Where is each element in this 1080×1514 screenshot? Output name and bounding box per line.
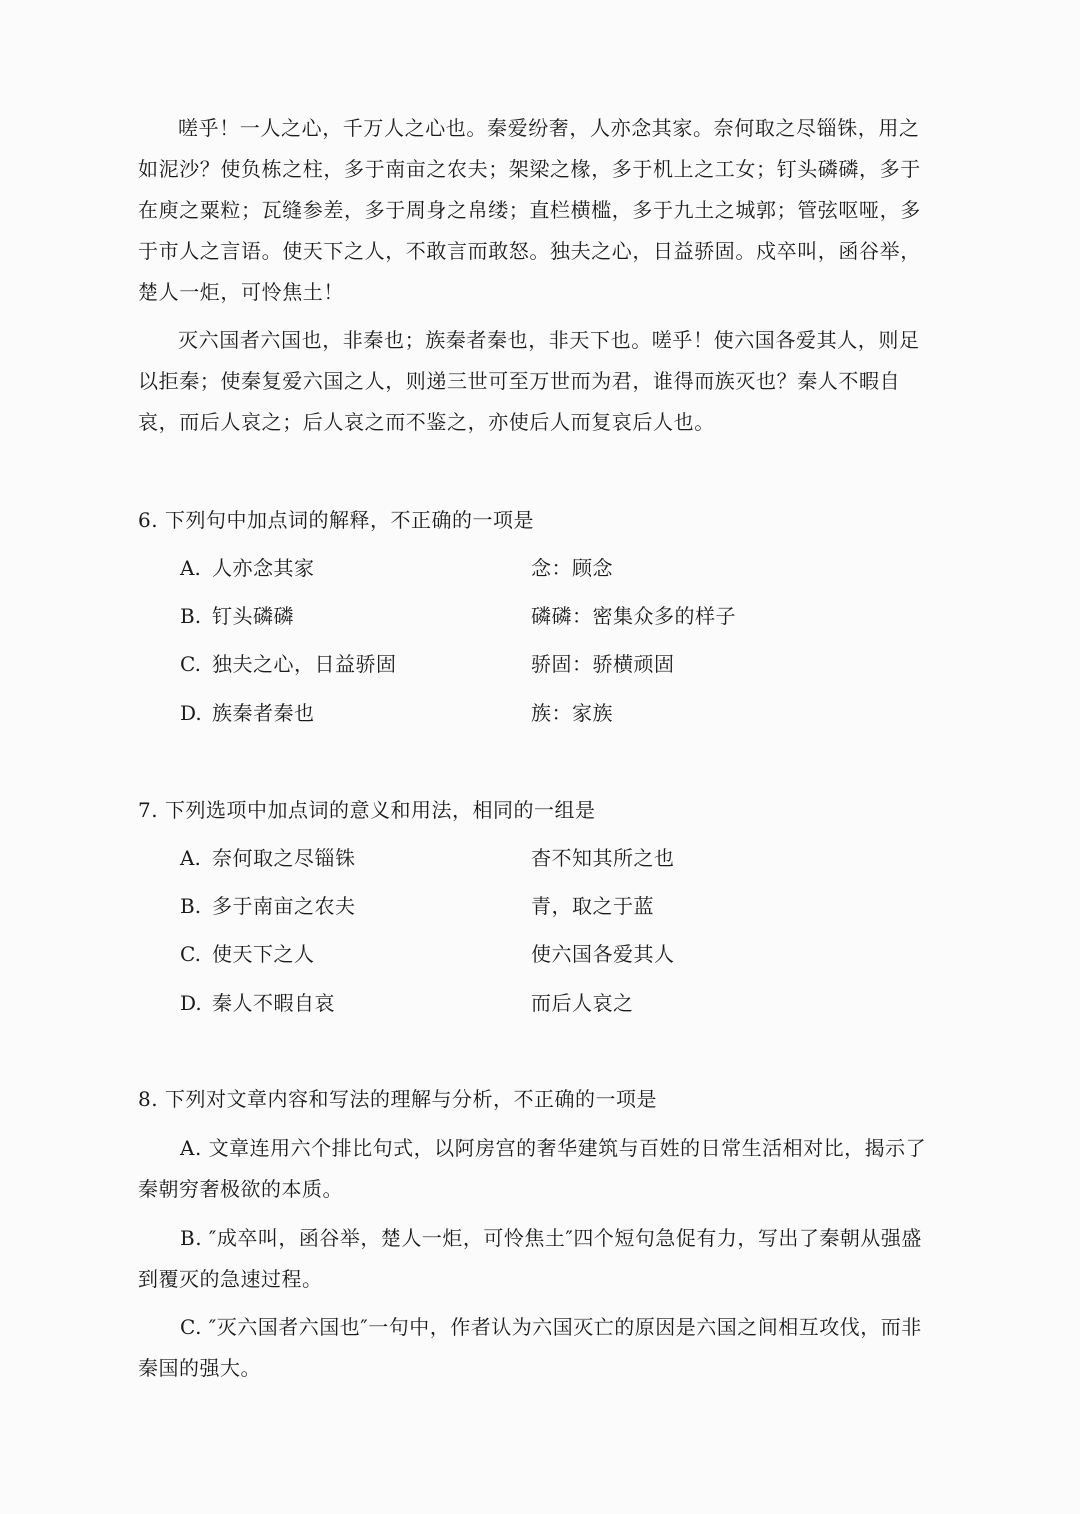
option-text: 秦人不暇自哀 [212,991,335,1015]
question-7 [138,795,938,1015]
question-7-option-a[interactable] [180,843,675,873]
option-comparison: 使六国各爱其人 [531,942,675,966]
question-6-option-b[interactable] [180,601,736,631]
option-explanation: 骄固：骄横顽固 [531,652,675,676]
option-text: 独夫之心，日益骄固 [212,652,397,676]
option-comparison: 青，取之于蓝 [531,894,654,918]
option-text: 多于南亩之农夫 [212,894,356,918]
option-text: 奈何取之尽锱铢 [212,846,356,870]
question-8-option-c[interactable]: C. ″灭六国者六国也″一句中，作者认为六国灭亡的原因是六国之间相互攻伐，而非秦国的强大。 [138,1315,922,1380]
option-text: 族秦者秦也 [212,701,315,725]
question-7-option-c[interactable] [180,939,675,969]
question-8 [138,1084,938,1114]
question-6 [138,505,938,725]
question-6-option-d[interactable] [180,698,613,728]
question-6-option-c[interactable] [180,649,675,679]
option-text: 使天下之人 [212,942,315,966]
passage-paragraph-1: 嗟乎！一人之心，千万人之心也。秦爱纷奢，人亦念其家。奈何取之尽锱铢，用之如泥沙？使负栋之柱，多于南亩之农夫；架梁之椽，多于机上之工女；钉头磷磷，多于在庾之粟粒；瓦缝参差，多于周身之帛缕；直栏横槛，多于九土之城郭；管弦呕哑，多于市人之言语。使天下之人，不敢言而敢怒。独夫之心，日益骄固。戍卒叫，函谷举，楚人一炬，可怜焦土！ [138,116,921,304]
option-explanation: 磷磷：密集众多的样子 [531,604,736,628]
question-6-stem: 6. 下列句中加点词的解释，不正确的一项是 [138,508,534,532]
question-7-option-b[interactable] [180,891,654,921]
option-comparison: 杳不知其所之也 [531,846,675,870]
option-explanation: 族：家族 [531,701,613,725]
option-letter: C. [180,652,201,676]
question-8-stem: 8. 下列对文章内容和写法的理解与分析，不正确的一项是 [138,1087,657,1111]
question-7-stem: 7. 下列选项中加点词的意义和用法，相同的一组是 [138,798,596,822]
option-letter: A. [180,556,201,580]
question-8-option-b[interactable]: B. ″成卒叫，函谷举，楚人一炬，可怜焦土″四个短句急促有力，写出了秦朝从强盛到覆灭的急速过程。 [138,1226,922,1291]
option-comparison: 而后人哀之 [531,991,634,1015]
option-explanation: 念：顾念 [531,556,613,580]
option-letter: B. [180,604,202,628]
question-6-option-a[interactable] [180,553,613,583]
option-text: 人亦念其家 [212,556,315,580]
option-text: 钉头磷磷 [212,604,294,628]
option-letter: D. [180,701,202,725]
option-letter: C. [180,942,201,966]
option-letter: B. [180,894,202,918]
option-letter: D. [180,991,202,1015]
option-letter: A. [180,846,201,870]
question-8-option-a[interactable]: A. 文章连用六个排比句式，以阿房宫的奢华建筑与百姓的日常生活相对比，揭示了秦朝穷奢极欲的本质。 [138,1136,927,1201]
question-7-option-d[interactable] [180,988,634,1018]
passage-paragraph-2: 灭六国者六国也，非秦也；族秦者秦也，非天下也。嗟乎！使六国各爱其人，则足以拒秦；使秦复爱六国之人，则递三世可至万世而为君，谁得而族灭也？秦人不暇自哀，而后人哀之；后人哀之而不鉴之，亦使后人而复哀后人也。 [138,328,920,434]
